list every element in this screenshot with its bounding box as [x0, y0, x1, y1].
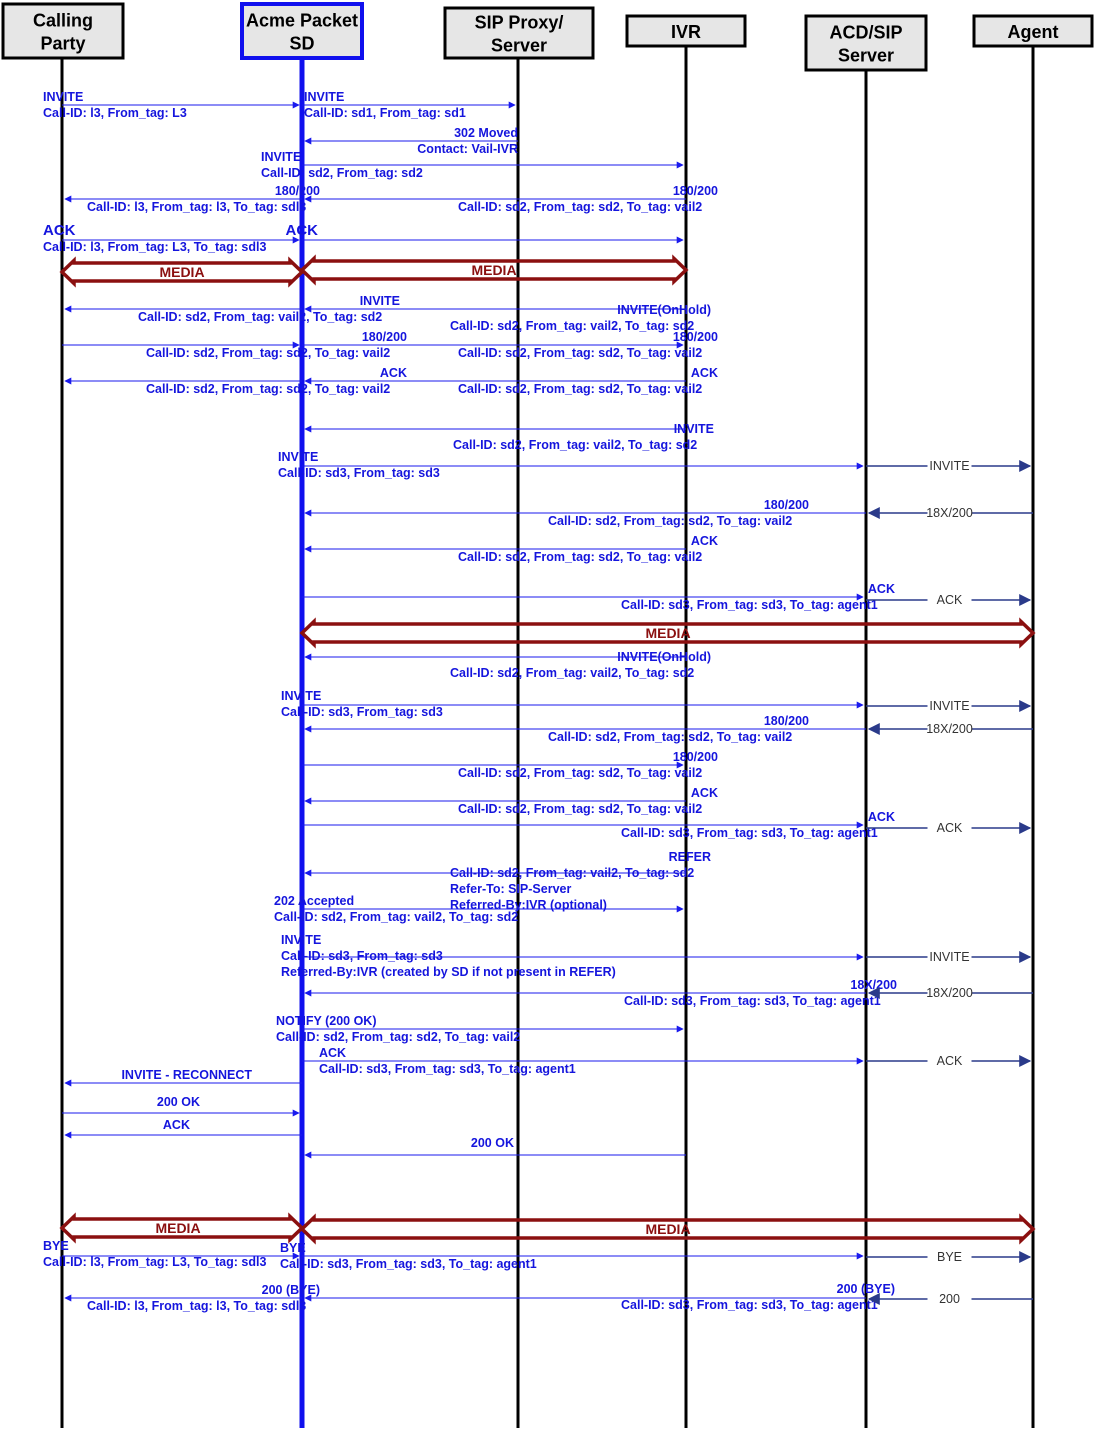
message-label: INVITE	[929, 459, 970, 473]
message-arrow	[866, 698, 1030, 713]
message-header-line: Call-ID: sd2, From_tag: sd2, To_tag: vail2	[146, 382, 391, 396]
message-label: 200 (BYE)	[261, 1283, 320, 1297]
cp-participant-box	[3, 4, 123, 58]
message-arrow	[866, 949, 1030, 964]
sd-participant-box	[242, 4, 362, 58]
message-label: ACK	[162, 1118, 190, 1132]
sip-participant-label: SIP Proxy/	[474, 12, 564, 33]
message-arrow	[302, 582, 895, 612]
message-header-line: Refer-To: SIP-Server	[450, 882, 572, 896]
message-arrow	[305, 650, 711, 680]
message-label: INVITE(OnHold)	[617, 303, 711, 317]
message-header-line: Call-ID: sd3, From_tag: sd3	[281, 949, 443, 963]
message-arrow	[305, 422, 714, 452]
message-arrow	[302, 90, 515, 120]
message-label: ACK	[936, 593, 963, 607]
message-arrow	[65, 1068, 302, 1083]
message-header-line: Call-ID: sd2, From_tag: sd2, To_tag: vail2	[458, 382, 703, 396]
message-header-line: Call-ID: sd2, From_tag: vail2, To_tag: sd2	[138, 310, 383, 324]
message-header-line: Call-ID: sd3, From_tag: sd3	[278, 466, 440, 480]
message-header-line: Call-ID: l3, From_tag: L3	[43, 106, 187, 120]
message-arrow	[302, 1046, 863, 1076]
message-header-line: Call-ID: sd2, From_tag: sd2, To_tag: vail2	[458, 766, 703, 780]
sip-participant-label: Server	[490, 35, 548, 56]
message-header-line: Call-ID: sd3, From_tag: sd3, To_tag: agent1	[624, 994, 881, 1008]
message-label: BYE	[43, 1239, 69, 1253]
message-arrow	[866, 1053, 1030, 1068]
message-label: BYE	[936, 1250, 963, 1264]
message-arrow	[302, 750, 718, 780]
message-label: ACK	[285, 222, 318, 239]
message-arrow	[305, 978, 897, 1008]
sd-participant-label: Acme Packet	[245, 10, 359, 31]
message-header-line: Call-ID: sd3, From_tag: sd3, To_tag: agent1	[621, 826, 878, 840]
message-label: 18X/200	[926, 722, 973, 736]
message-label: INVITE(OnHold)	[617, 650, 711, 664]
ag-participant-box	[974, 16, 1092, 46]
message-header-line: Call-ID: sd3, From_tag: sd3, To_tag: agent1	[280, 1257, 537, 1271]
message-header-line: Call-ID: sd3, From_tag: sd3, To_tag: agent1	[319, 1062, 576, 1076]
message-arrow	[278, 450, 863, 480]
message-header-line: Call-ID: sd1, From_tag: sd1	[304, 106, 466, 120]
cp-participant-label: Calling	[32, 10, 94, 31]
message-label: 200 (BYE)	[836, 1282, 895, 1296]
message-header-line: Call-ID: sd2, From_tag: vail2, To_tag: sd2	[450, 866, 695, 880]
message-header-line: Call-ID: l3, From_tag: l3, To_tag: sdl3	[87, 200, 307, 214]
message-header-line: Call-ID: sd2, From_tag: sd2, To_tag: vail2	[458, 346, 703, 360]
media-label: MEDIA	[471, 262, 517, 278]
media-label: MEDIA	[159, 264, 205, 280]
message-label: ACK	[43, 222, 76, 239]
media-stream-arrow	[302, 1218, 1033, 1241]
message-arrow	[305, 498, 866, 528]
media-stream-arrow	[302, 259, 686, 282]
message-arrow	[65, 1118, 302, 1135]
message-label: INVITE	[281, 933, 322, 947]
message-label: ACK	[379, 366, 407, 380]
message-arrow	[65, 1283, 320, 1313]
message-label: ACK	[690, 534, 718, 548]
message-header-line: Call-ID: l3, From_tag: L3, To_tag: sdl3	[43, 1255, 267, 1269]
cp-participant-label: Party	[40, 33, 86, 54]
message-label: 18X/200	[926, 506, 973, 520]
message-arrow	[869, 721, 1033, 736]
message-label: 18X/200	[926, 986, 973, 1000]
message-label: INVITE	[304, 90, 345, 104]
message-arrow	[305, 786, 718, 816]
message-header-line: Call-ID: sd3, From_tag: sd3	[281, 705, 443, 719]
message-header-line: Contact: Vail-IVR	[417, 142, 518, 156]
message-header-line: Call-ID: sd2, From_tag: sd2, To_tag: vail2	[458, 802, 703, 816]
message-label: 200 OK	[470, 1136, 514, 1150]
message-label: 180/200	[361, 330, 407, 344]
media-stream-arrow	[62, 261, 302, 284]
message-label: NOTIFY (200 OK)	[276, 1014, 377, 1028]
message-label: INVITE	[929, 950, 970, 964]
message-label: ACK	[319, 1046, 347, 1060]
message-arrow	[43, 90, 299, 120]
message-header-line: Call-ID: sd2, From_tag: sd2, To_tag: vail2	[146, 346, 391, 360]
message-label: INVITE	[929, 699, 970, 713]
message-label: INVITE	[673, 422, 714, 436]
acd-participant-label: Server	[837, 45, 895, 66]
message-header-line: Referred-By:IVR (created by SD if not present in REFER)	[281, 965, 616, 979]
ivr-participant-label: IVR	[670, 22, 702, 42]
message-header-line: Call-ID: sd2, From_tag: sd2	[261, 166, 423, 180]
message-header-line: Call-ID: sd2, From_tag: vail2, To_tag: sd2	[453, 438, 698, 452]
message-label: ACK	[936, 1054, 963, 1068]
media-label: MEDIA	[645, 625, 691, 641]
ag-participant-label: Agent	[1007, 22, 1059, 42]
message-header-line: Call-ID: sd2, From_tag: sd2, To_tag: vail2	[548, 730, 793, 744]
message-label: ACK	[867, 810, 895, 824]
message-header-line: Referred-By:IVR (optional)	[450, 898, 607, 912]
message-label: 180/200	[672, 750, 718, 764]
message-arrow	[286, 222, 684, 240]
media-label: MEDIA	[155, 1220, 201, 1236]
message-label: INVITE	[261, 150, 302, 164]
sip-participant-box	[445, 8, 593, 58]
message-header-line: Call-ID: sd2, From_tag: vail2, To_tag: sd2	[450, 319, 695, 333]
message-arrow	[280, 1241, 863, 1271]
message-header-line: Call-ID: sd2, From_tag: vail2, To_tag: sd2	[274, 910, 519, 924]
acd-participant-box	[806, 16, 926, 70]
message-label: INVITE - RECONNECT	[121, 1068, 252, 1082]
message-label: 202 Accepted	[274, 894, 355, 908]
message-label: ACK	[936, 821, 963, 835]
message-label: 180/200	[672, 330, 718, 344]
message-arrow	[305, 1136, 686, 1155]
message-arrow	[43, 222, 299, 254]
message-label: INVITE	[359, 294, 400, 308]
message-arrow	[62, 1095, 299, 1113]
message-label: 180/200	[763, 714, 809, 728]
message-arrow	[305, 534, 718, 564]
message-arrow	[866, 1249, 1030, 1264]
message-header-line: Call-ID: sd2, From_tag: sd2, To_tag: vail2	[458, 550, 703, 564]
acd-participant-label: ACD/SIP	[829, 22, 903, 43]
media-stream-arrow	[302, 622, 1033, 645]
message-label: ACK	[690, 366, 718, 380]
message-label: INVITE	[278, 450, 319, 464]
message-header-line: Call-ID: sd3, From_tag: sd3, To_tag: agent1	[621, 1298, 878, 1312]
message-header-line: Call-ID: sd2, From_tag: sd2, To_tag: vail2	[276, 1030, 521, 1044]
ivr-participant-box	[627, 16, 745, 46]
message-label: 200 OK	[156, 1095, 200, 1109]
message-label: REFER	[668, 850, 711, 864]
message-label: 180/200	[274, 184, 320, 198]
message-header-line: Call-ID: l3, From_tag: l3, To_tag: sdl3	[87, 1299, 307, 1313]
message-label: 180/200	[763, 498, 809, 512]
message-arrow	[43, 1239, 299, 1269]
message-arrow	[869, 505, 1033, 520]
message-arrow	[305, 126, 518, 156]
media-label: MEDIA	[645, 1221, 691, 1237]
message-label: INVITE	[43, 90, 84, 104]
message-header-line: Call-ID: sd2, From_tag: sd2, To_tag: vail2	[548, 514, 793, 528]
message-header-line: Call-ID: sd2, From_tag: sd2, To_tag: vail2	[458, 200, 703, 214]
message-label: ACK	[867, 582, 895, 596]
media-stream-arrow	[62, 1217, 302, 1240]
message-label: ACK	[690, 786, 718, 800]
message-label: 302 Moved	[454, 126, 518, 140]
message-arrow	[305, 184, 718, 214]
message-arrow	[65, 184, 320, 214]
sd-participant-label: SD	[289, 33, 315, 54]
message-label: BYE	[280, 1241, 306, 1255]
message-label: 180/200	[672, 184, 718, 198]
message-label: 18X/200	[850, 978, 897, 992]
message-arrow	[305, 1282, 895, 1312]
message-arrow	[276, 1014, 683, 1044]
message-label: INVITE	[281, 689, 322, 703]
message-arrow	[281, 933, 863, 979]
message-label: 200	[939, 1292, 960, 1306]
message-header-line: Call-ID: l3, From_tag: L3, To_tag: sdl3	[43, 240, 267, 254]
message-header-line: Call-ID: sd3, From_tag: sd3, To_tag: agent1	[621, 598, 878, 612]
message-arrow	[305, 850, 711, 912]
message-header-line: Call-ID: sd2, From_tag: vail2, To_tag: sd2	[450, 666, 695, 680]
message-arrow	[866, 458, 1030, 473]
